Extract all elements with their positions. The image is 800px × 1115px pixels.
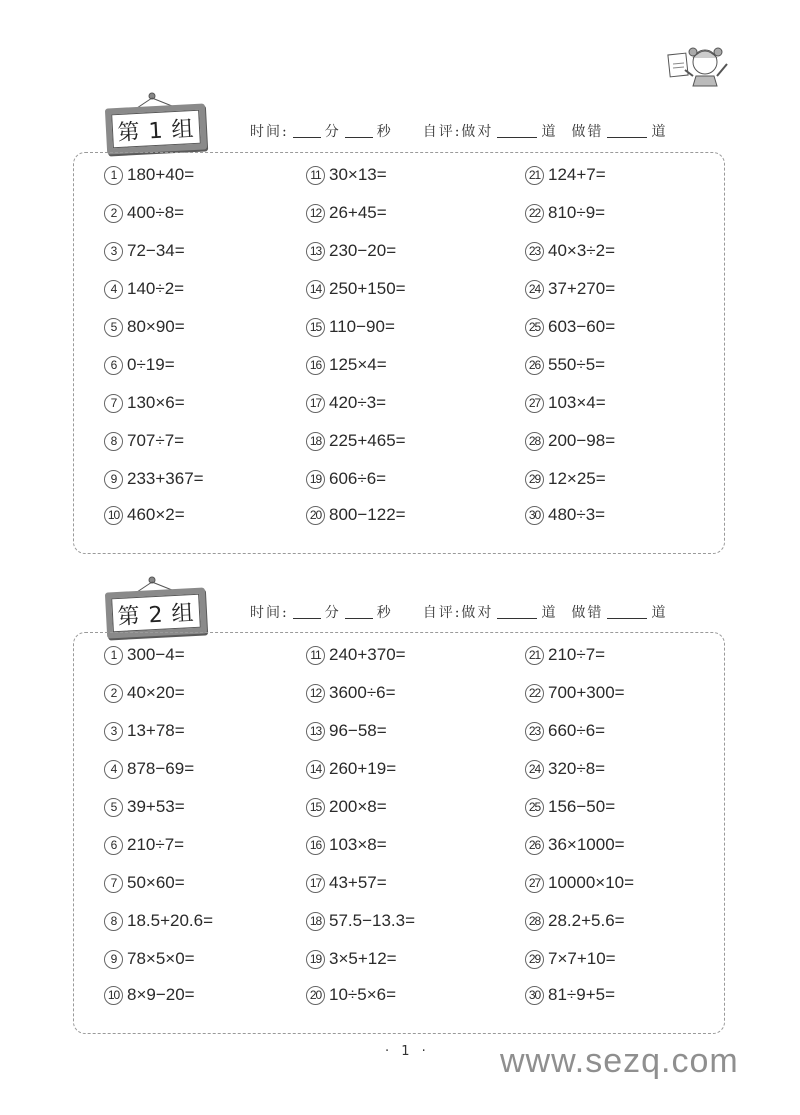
problem-expression: 10000×10= [548, 873, 635, 892]
circled-number: 11 [306, 166, 325, 185]
circled-number: 18 [306, 432, 325, 451]
problem-item [104, 279, 184, 299]
problem-expression: 550÷5= [548, 355, 606, 374]
problem-item [306, 279, 406, 299]
problem-expression: 603−60= [548, 317, 616, 336]
problem-expression: 700+300= [548, 683, 625, 702]
circled-number: 4 [104, 280, 123, 299]
questions-label: 道 [541, 124, 558, 140]
problem-item [525, 505, 605, 525]
circled-number: 17 [306, 394, 325, 413]
problem-expression: 12×25= [548, 469, 606, 488]
seconds-blank[interactable] [345, 125, 373, 138]
problem-item [525, 645, 605, 665]
problem-item [306, 759, 396, 779]
problem-item [525, 393, 606, 413]
problem-item [104, 505, 185, 525]
minutes-blank[interactable] [293, 606, 321, 619]
problem-item [104, 797, 185, 817]
problem-item [104, 873, 185, 893]
problem-item [525, 431, 615, 451]
problem-expression: 878−69= [127, 759, 195, 778]
problem-expression: 39+53= [127, 797, 185, 816]
problem-item [525, 317, 615, 337]
problem-expression: 460×2= [127, 505, 185, 524]
problem-expression: 180+40= [127, 165, 195, 184]
problem-item [525, 165, 606, 185]
score-line [250, 121, 667, 141]
problem-expression: 30×13= [329, 165, 387, 184]
circled-number: 13 [306, 242, 325, 261]
circled-number: 6 [104, 836, 123, 855]
problem-expression: 26+45= [329, 203, 387, 222]
circled-number: 3 [104, 242, 123, 261]
problem-item [104, 355, 175, 375]
circled-number: 27 [525, 394, 544, 413]
wrong-label: 做错 [571, 124, 604, 140]
problem-item [306, 645, 406, 665]
wrong-count-blank[interactable] [607, 125, 647, 138]
circled-number: 18 [306, 912, 325, 931]
problem-expression: 81÷9+5= [548, 985, 616, 1004]
problem-expression: 800−122= [329, 505, 406, 524]
circled-number: 22 [525, 204, 544, 223]
group-title: 第 1 组 [111, 110, 201, 149]
circled-number: 8 [104, 432, 123, 451]
watermark: www.sezq.com [500, 1042, 739, 1080]
problem-item [104, 393, 185, 413]
circled-number: 27 [525, 874, 544, 893]
problem-item [104, 469, 204, 489]
circled-number: 16 [306, 356, 325, 375]
problem-expression: 103×8= [329, 835, 387, 854]
circled-number: 26 [525, 356, 544, 375]
problem-item [525, 469, 606, 489]
correct-count-blank[interactable] [497, 125, 537, 138]
circled-number: 29 [525, 950, 544, 969]
circled-number: 11 [306, 646, 325, 665]
problem-item [306, 721, 387, 741]
problem-item [306, 683, 396, 703]
problem-expression: 40×3÷2= [548, 241, 616, 260]
problem-expression: 72−34= [127, 241, 185, 260]
questions-label: 道 [541, 605, 558, 621]
circled-number: 14 [306, 760, 325, 779]
circled-number: 12 [306, 684, 325, 703]
problem-item [104, 759, 194, 779]
problem-box [73, 632, 725, 1034]
circled-number: 6 [104, 356, 123, 375]
problem-item [104, 431, 184, 451]
mascot-illustration [665, 40, 735, 100]
problem-expression: 230−20= [329, 241, 397, 260]
problem-item [306, 241, 396, 261]
circled-number: 25 [525, 318, 544, 337]
circled-number: 17 [306, 874, 325, 893]
problem-expression: 225+465= [329, 431, 406, 450]
correct-count-blank[interactable] [497, 606, 537, 619]
questions-label: 道 [651, 605, 668, 621]
problem-item [104, 985, 195, 1005]
minutes-blank[interactable] [293, 125, 321, 138]
questions-label: 道 [651, 124, 668, 140]
circled-number: 9 [104, 470, 123, 489]
problem-expression: 43+57= [329, 873, 387, 892]
problem-expression: 125×4= [329, 355, 387, 374]
circled-number: 14 [306, 280, 325, 299]
problem-item [525, 721, 605, 741]
circled-number: 2 [104, 204, 123, 223]
problem-item [525, 355, 605, 375]
problem-item [306, 469, 386, 489]
page-number: · 1 · [385, 1044, 430, 1059]
problem-expression: 480÷3= [548, 505, 606, 524]
circled-number: 25 [525, 798, 544, 817]
circled-number: 21 [525, 646, 544, 665]
circled-number: 23 [525, 242, 544, 261]
circled-number: 15 [306, 318, 325, 337]
problem-item [525, 683, 625, 703]
problem-expression: 37+270= [548, 279, 616, 298]
problem-item [306, 873, 387, 893]
problem-expression: 250+150= [329, 279, 406, 298]
group-title: 第 2 组 [111, 594, 201, 633]
wrong-label: 做错 [571, 605, 604, 621]
problem-expression: 78×5×0= [127, 949, 195, 968]
circled-number: 24 [525, 760, 544, 779]
problem-expression: 0÷19= [127, 355, 175, 374]
circled-number: 1 [104, 646, 123, 665]
circled-number: 5 [104, 798, 123, 817]
minutes-label: 分 [324, 124, 341, 140]
seconds-label: 秒 [376, 124, 393, 140]
problem-expression: 400÷8= [127, 203, 185, 222]
circled-number: 29 [525, 470, 544, 489]
circled-number: 15 [306, 798, 325, 817]
circled-number: 5 [104, 318, 123, 337]
problem-item [104, 911, 213, 931]
problem-expression: 233+367= [127, 469, 204, 488]
problem-item [306, 355, 387, 375]
problem-expression: 130×6= [127, 393, 185, 412]
problem-expression: 7×7+10= [548, 949, 616, 968]
problem-expression: 200−98= [548, 431, 616, 450]
problem-expression: 124+7= [548, 165, 606, 184]
circled-number: 12 [306, 204, 325, 223]
correct-label: 自评:做对 [422, 124, 494, 140]
problem-box [73, 152, 725, 554]
problem-expression: 110−90= [329, 317, 395, 336]
problem-expression: 200×8= [329, 797, 387, 816]
problem-item [104, 203, 184, 223]
circled-number: 30 [525, 986, 544, 1005]
problem-item [525, 949, 616, 969]
circled-number: 21 [525, 166, 544, 185]
time-label: 时间: [250, 605, 289, 621]
problem-expression: 707÷7= [127, 431, 185, 450]
circled-number: 30 [525, 506, 544, 525]
score-line [250, 602, 667, 622]
problem-expression: 260+19= [329, 759, 397, 778]
problem-item [104, 683, 185, 703]
problem-item [104, 721, 185, 741]
circled-number: 8 [104, 912, 123, 931]
problem-expression: 57.5−13.3= [329, 911, 416, 930]
minutes-label: 分 [324, 605, 341, 621]
circled-number: 26 [525, 836, 544, 855]
seconds-blank[interactable] [345, 606, 373, 619]
problem-expression: 10÷5×6= [329, 985, 397, 1004]
problem-item [306, 835, 387, 855]
circled-number: 23 [525, 722, 544, 741]
problem-expression: 3600÷6= [329, 683, 396, 702]
problem-item [306, 165, 387, 185]
problem-item [104, 165, 194, 185]
problem-item [104, 241, 185, 261]
problem-item [306, 203, 387, 223]
problem-expression: 80×90= [127, 317, 185, 336]
circled-number: 7 [104, 874, 123, 893]
problem-expression: 8×9−20= [127, 985, 195, 1004]
problem-expression: 36×1000= [548, 835, 625, 854]
problem-item [525, 279, 615, 299]
problem-item [306, 393, 386, 413]
problem-expression: 420÷3= [329, 393, 387, 412]
problem-expression: 103×4= [548, 393, 606, 412]
circled-number: 22 [525, 684, 544, 703]
problem-expression: 660÷6= [548, 721, 606, 740]
problem-expression: 96−58= [329, 721, 387, 740]
circled-number: 20 [306, 986, 325, 1005]
problem-expression: 240+370= [329, 645, 406, 664]
group-title-sign [106, 92, 210, 146]
problem-item [525, 759, 605, 779]
time-label: 时间: [250, 124, 289, 140]
problem-item [306, 797, 387, 817]
circled-number: 20 [306, 506, 325, 525]
circled-number: 16 [306, 836, 325, 855]
circled-number: 7 [104, 394, 123, 413]
circled-number: 19 [306, 470, 325, 489]
group-title-sign [106, 576, 210, 630]
problem-item [306, 911, 415, 931]
problem-expression: 50×60= [127, 873, 185, 892]
problem-item [104, 645, 185, 665]
problem-item [525, 873, 634, 893]
problem-expression: 606÷6= [329, 469, 387, 488]
circled-number: 4 [104, 760, 123, 779]
problem-expression: 810÷9= [548, 203, 606, 222]
problem-expression: 320÷8= [548, 759, 606, 778]
circled-number: 10 [104, 506, 123, 525]
problem-item [525, 203, 605, 223]
problem-expression: 300−4= [127, 645, 185, 664]
problem-expression: 210÷7= [548, 645, 606, 664]
circled-number: 28 [525, 432, 544, 451]
problem-item [306, 431, 406, 451]
correct-label: 自评:做对 [422, 605, 494, 621]
problem-item [525, 835, 625, 855]
problem-item [525, 985, 615, 1005]
circled-number: 28 [525, 912, 544, 931]
problem-expression: 3×5+12= [329, 949, 397, 968]
circled-number: 13 [306, 722, 325, 741]
problem-item [306, 505, 406, 525]
circled-number: 24 [525, 280, 544, 299]
circled-number: 3 [104, 722, 123, 741]
problem-item [525, 797, 615, 817]
circled-number: 10 [104, 986, 123, 1005]
problem-expression: 210÷7= [127, 835, 185, 854]
seconds-label: 秒 [376, 605, 393, 621]
problem-item [306, 949, 397, 969]
problem-item [104, 835, 184, 855]
problem-item [104, 949, 195, 969]
problem-item [525, 241, 615, 261]
circled-number: 9 [104, 950, 123, 969]
circled-number: 1 [104, 166, 123, 185]
circled-number: 2 [104, 684, 123, 703]
problem-expression: 156−50= [548, 797, 616, 816]
problem-item [525, 911, 625, 931]
problem-item [306, 317, 395, 337]
problem-expression: 28.2+5.6= [548, 911, 625, 930]
problem-expression: 18.5+20.6= [127, 911, 214, 930]
wrong-count-blank[interactable] [607, 606, 647, 619]
problem-expression: 40×20= [127, 683, 185, 702]
problem-expression: 140÷2= [127, 279, 185, 298]
problem-item [104, 317, 185, 337]
circled-number: 19 [306, 950, 325, 969]
problem-item [306, 985, 396, 1005]
problem-expression: 13+78= [127, 721, 185, 740]
